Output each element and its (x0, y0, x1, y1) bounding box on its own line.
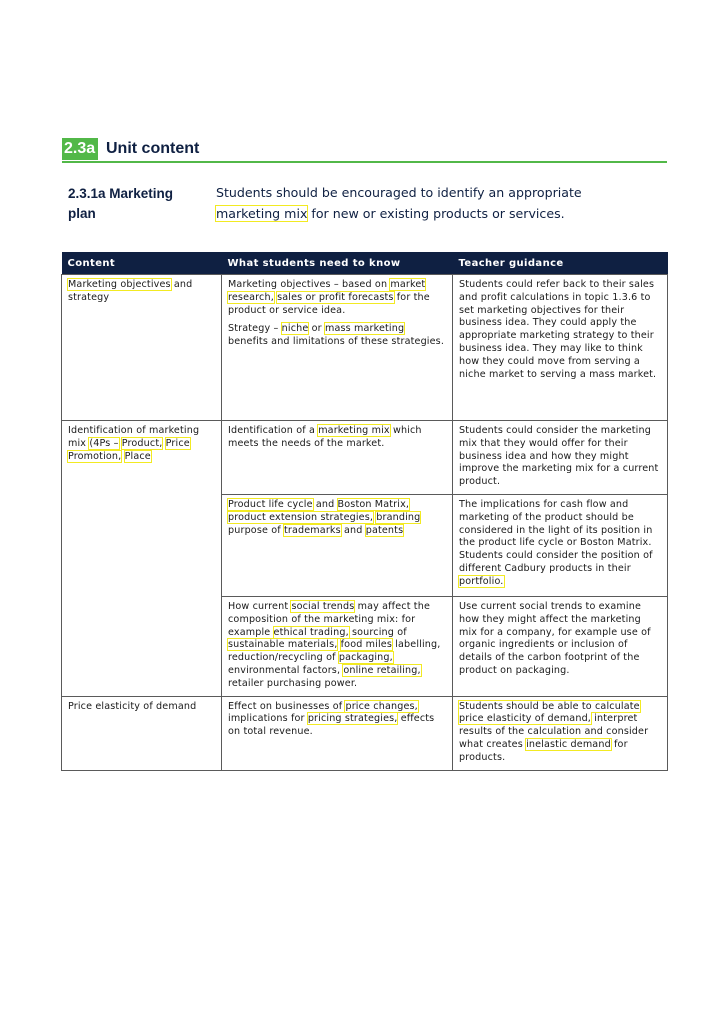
cell-text: labelling, reduction/recycling of (228, 639, 441, 664)
highlight: pricing strategies, (307, 713, 398, 725)
highlight: food miles (340, 639, 392, 651)
highlight: Marketing objectives (68, 279, 171, 290)
highlight: (4Ps – (89, 437, 119, 449)
cell-teacher-guidance: Students could consider the marketing mix that they would offer for their business idea and how they might improve the marketing mix for a current product. (453, 421, 668, 495)
cell-text: for products. (459, 738, 628, 763)
subtopic-title: 2.3.1a Marketing plan (68, 186, 174, 221)
intro-text-after: for new or existing products or services. (311, 206, 565, 221)
cell-text: sourcing of (352, 626, 407, 638)
cell-need-to-know (222, 421, 453, 495)
cell-text: How current (228, 600, 289, 612)
cell-text: and strategy (68, 279, 193, 303)
cell-paragraph (228, 279, 446, 317)
cell-text: may affect the composition of the marketing mix: for example (228, 600, 430, 638)
cell-text: purpose of (228, 524, 281, 536)
highlight: branding (376, 511, 421, 523)
cell-teacher-guidance (453, 696, 668, 770)
intro-text (216, 182, 666, 224)
section-number: 2.3a (62, 138, 98, 160)
header-teacher-guidance: Teacher guidance (453, 252, 668, 275)
highlight: trademarks (283, 524, 341, 536)
highlight: Students should be able to calculate price elasticity of demand, (459, 700, 640, 725)
highlight: portfolio. (459, 575, 504, 587)
cell-text: interpret results of the calculation and consider what creates (459, 713, 649, 750)
highlight: Place (124, 450, 151, 462)
cell-text: or (311, 323, 322, 335)
cell-paragraph (228, 323, 446, 349)
cell-text: retailer purchasing power. (228, 677, 358, 689)
cell-text: implications for (228, 713, 305, 725)
highlight-marketing-mix: marketing mix (216, 206, 308, 221)
cell-text: effects on total revenue. (228, 713, 435, 738)
cell-need-to-know (222, 275, 453, 421)
highlight: Price (165, 437, 190, 449)
table-row (62, 275, 668, 421)
highlight: packaging, (338, 652, 393, 664)
highlight: patents (365, 524, 404, 536)
highlight: market research, (228, 279, 426, 303)
highlight: marketing mix (318, 425, 390, 436)
highlight: sustainable materials, (228, 639, 338, 651)
highlight: social trends (291, 600, 355, 612)
cell-text: Identification of marketing mix (68, 425, 200, 449)
header-content: Content (62, 252, 222, 275)
highlight: Promotion, (68, 450, 122, 462)
cell-text: benefits and limitations of these strategies. (228, 336, 445, 348)
cell-content (62, 275, 222, 421)
cell-text: Identification of a (228, 425, 315, 436)
section-title: Unit content (106, 140, 200, 157)
highlight: inelastic demand (526, 738, 611, 750)
cell-text: Marketing objectives – based on (228, 279, 388, 290)
cell-need-to-know (222, 494, 453, 596)
cell-content: Price elasticity of demand (62, 696, 222, 770)
cell-text: Strategy – (228, 323, 279, 335)
table-row (62, 696, 668, 770)
highlight: sales or profit forecasts (277, 291, 394, 303)
highlight: product extension strategies, (228, 511, 374, 523)
highlight: Product life cycle (228, 498, 313, 510)
cell-teacher-guidance (453, 494, 668, 596)
intro-text-before: Students should be encouraged to identify an appropriate (216, 185, 582, 200)
cell-teacher-guidance: Students could refer back to their sales and profit calculations in topic 1.3.6 to set marketing objectives for their business idea. They could apply the appropriate marketing strategy to their business idea. They may like to think how they could move from serving a niche market to serving a mass market. (453, 275, 668, 421)
cell-text: The implications for cash flow and marketing of the product should be considered in the light of its position in the product life cycle or Boston Matrix. Students could consider the position of different Cadbury products in their (459, 498, 653, 574)
cell-text: for the product or service idea. (228, 291, 430, 316)
section-header (62, 137, 667, 163)
cell-content (62, 421, 222, 697)
highlight: Product, (121, 437, 163, 449)
cell-text: and (344, 524, 363, 536)
header-what-students-need: What students need to know (222, 252, 453, 275)
table-header-row (62, 252, 668, 275)
highlight: mass marketing (324, 323, 405, 335)
highlight: price changes, (345, 700, 418, 712)
cell-need-to-know (222, 696, 453, 770)
highlight: ethical trading, (273, 626, 349, 638)
cell-text: Effect on businesses of (228, 700, 343, 712)
table-row (62, 421, 668, 495)
cell-text: environmental factors, (228, 664, 341, 676)
highlight: Boston Matrix, (337, 498, 410, 510)
unit-content-table (61, 252, 668, 771)
cell-teacher-guidance: Use current social trends to examine how they might affect the marketing mix for a company, for example use of organic ingredients or inclusion of details of the carbon footprint of the product on packaging. (453, 596, 668, 696)
cell-text: and (315, 498, 335, 510)
highlight: niche (281, 323, 309, 335)
cell-text: which meets the needs of the market. (228, 425, 422, 449)
highlight: online retailing, (343, 664, 421, 676)
cell-need-to-know (222, 596, 453, 696)
